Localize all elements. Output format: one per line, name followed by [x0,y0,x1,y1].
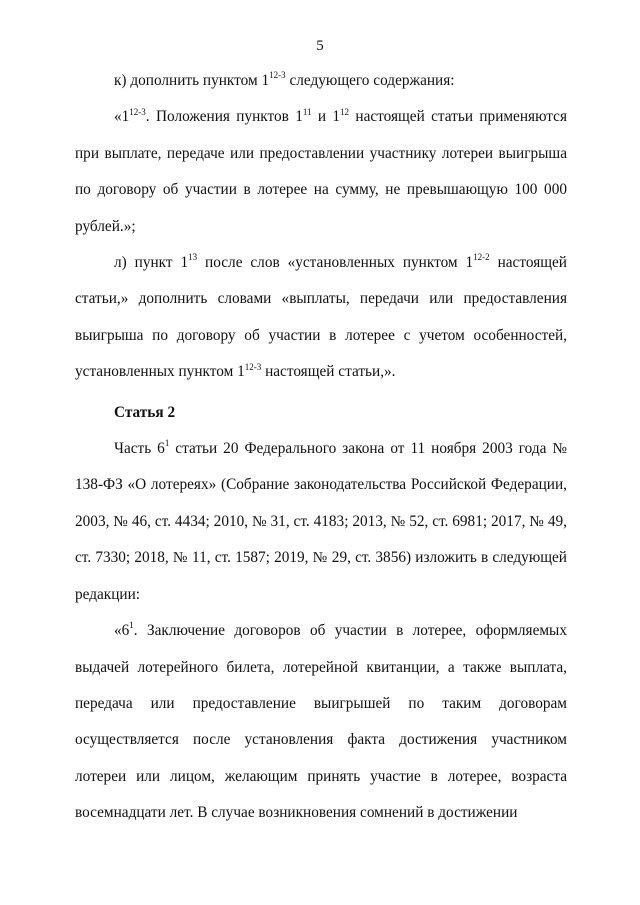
quote-open: «1 [114,108,130,126]
page-number: 5 [316,38,324,54]
article-2-intro-text-1: Часть 6 [114,440,165,458]
paragraph-item-k [75,63,567,99]
item-l-text-4: настоящей статьи,». [261,363,396,381]
article-2-heading: Статья 2 [114,403,176,421]
article-2-intro-sup: 1 [164,438,170,449]
item-l-text-3: настоящей статьи,» дополнить словами «выплаты, передачи или предоставления выигрыша по договору об участии в лотерее с учетом особенностей, установленных пунктом 1 [75,254,567,381]
document-body [75,63,567,832]
quote-sup-2: 11 [302,106,312,117]
item-l-sup-2: 12-2 [473,252,490,263]
quote-text-2: и 1 [311,108,341,126]
paragraph-item-l [75,245,567,391]
item-l-text-2: после слов «установленных пунктом 1 [197,254,474,272]
item-l-sup-3: 12-3 [244,361,262,372]
article-2-quote-text-1: «6 [114,622,130,640]
item-l-text-1: л) пункт 1 [114,254,189,272]
quote-text-3: настоящей статьи применяются при выплате, передаче или предоставлении участнику лотереи выигрыша по договору об участии в лотерее на сумму, не превышающую 100 000 рублей.»; [75,108,567,235]
paragraph-quote-1-12-3 [75,99,567,245]
quote-text-1: . Положения пунктов 1 [145,108,303,126]
quote-sup-1: 12-3 [129,106,146,117]
article-2-quote-sup: 1 [129,620,134,631]
article-2-quote-text-2: . Заключение договоров об участии в лотерее, оформляемых выдачей лотерейного билета, лотерейной квитанции, а также выплата, передача или предоставление выигрышей по таким договорам осуществляется после установления факта достижения участником лотереи или лицом, желающим принять участие в лотерее, возраста восемнадцати лет. В случае возникновения сомнений в достижении [75,622,567,822]
item-k-text-2: следующего содержания: [285,72,455,89]
article-2-intro-text-2: статьи 20 Федерального закона от 11 ноября 2003 года № 138-ФЗ «О лотереях» (Собрание законодательства Российской Федерации, 2003, № 46, ст. 4434; 2010, № 31, ст. 4183; 2013, № 52, ст. 6981; 2017, № 49, ст. 7330; 2018, № 11, ст. 1587; 2019, № 29, ст. 3856) изложить в следующей редакции: [75,440,567,603]
paragraph-article-2-intro [75,431,567,613]
quote-sup-3: 12 [340,106,350,117]
item-k-superscript: 12-3 [269,70,286,81]
item-l-sup-1: 13 [188,252,198,263]
item-k-text-1: к) дополнить пунктом 1 [114,72,270,89]
paragraph-article-2-quote [75,613,567,831]
